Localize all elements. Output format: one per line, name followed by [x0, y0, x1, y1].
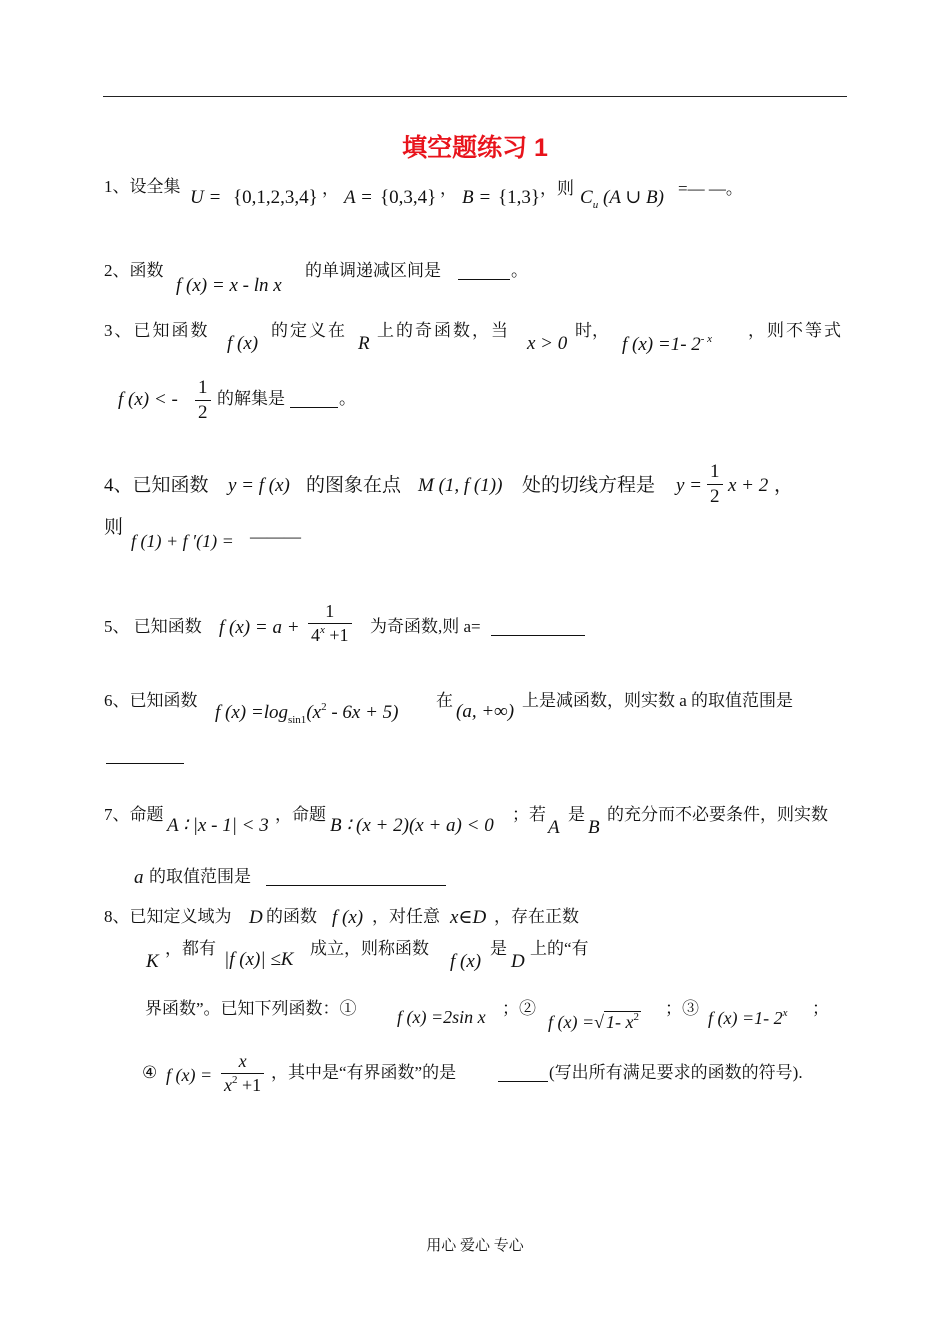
q7-lead: 7、命题	[104, 805, 164, 824]
q2-text: 的单调递减区间是	[305, 261, 441, 280]
q6-text-2: 上是减函数，则实数 a 的取值范围是	[522, 691, 794, 710]
q4-math-y: y = f (x)	[228, 475, 290, 496]
q8-text-11: ；	[812, 999, 829, 1018]
q3-math-cond: x > 0	[527, 333, 568, 354]
q3-end: 。	[339, 389, 356, 408]
q4-answer-dash[interactable]: ———	[250, 527, 301, 546]
q3-answer-blank[interactable]	[290, 406, 338, 408]
q4-math-line: x + 2	[728, 475, 769, 496]
q8-text-8: 界函数”。已知下列函数：①	[145, 999, 357, 1018]
q3-text-4: ，则不等式	[748, 321, 843, 340]
q7-math-a: A ∶ |x - 1| < 3	[167, 815, 269, 836]
q4-lead: 4、已知函数	[104, 475, 209, 496]
q7-text-5: 的取值范围是	[149, 867, 251, 886]
q1-math-b: B =	[462, 187, 492, 208]
q1-lead: 1、设全集	[104, 177, 181, 196]
q4-math-y2: y =	[676, 475, 703, 496]
q8-text-10: ；③	[665, 999, 699, 1018]
q7-answer-blank[interactable]	[266, 884, 446, 886]
q8-answer-blank[interactable]	[498, 1080, 548, 1082]
q6-lead: 6、已知函数	[104, 691, 198, 710]
q1-union: (A ∪ B)	[603, 187, 664, 208]
q7-math-var: a	[134, 867, 144, 888]
q8-text-5: 成立，则称函数	[310, 939, 429, 958]
q8-math-f-1: f (x) =2sin x	[397, 1007, 486, 1027]
q1-comma-2: ，	[440, 179, 457, 198]
q4-math-point: M (1, f (1))	[418, 475, 503, 496]
q1-comma-1: ，	[322, 179, 339, 198]
q3-text-5: 的解集是	[217, 389, 285, 408]
q8-text-12: ④	[142, 1063, 158, 1082]
q8-text-9: ；②	[502, 999, 536, 1018]
page-title: 填空题练习 1	[402, 134, 548, 162]
q3-fraction: $\frac{1}{2}$	[193, 376, 213, 425]
q4-text-1: 的图象在点	[306, 475, 402, 496]
q7-text-1: ，命题	[275, 805, 326, 824]
q3-text-1: 的定义在	[271, 321, 347, 340]
q1-end: =— —。	[678, 179, 743, 198]
q7-text-2: ；若	[512, 805, 546, 824]
q2-lead: 2、函数	[104, 261, 164, 280]
q5-answer-blank[interactable]	[491, 634, 585, 636]
q8-text-3: ，存在正数	[494, 907, 579, 926]
q8-math-k: K	[146, 951, 159, 972]
q8-math-f-2: f (x) =√ 1- $x^2$	[548, 1011, 639, 1032]
q3-math-def: f (x) =1- $2^{- x}$	[622, 333, 713, 355]
q6-text-1: 在	[436, 691, 453, 710]
q7-text-4: 的充分而不必要条件，则实数	[607, 805, 828, 824]
q5-fraction: $\frac{1}{4^x +1}$	[306, 600, 354, 646]
q8-math-bound: |f (x)| ≤K	[224, 949, 294, 970]
q1-complement: $C_u$	[580, 187, 599, 211]
q8-fraction: $\frac{x}{x^2 +1}$	[219, 1050, 266, 1096]
q4-then: 则	[104, 517, 124, 538]
q8-lead: 8、已知定义域为	[104, 907, 232, 926]
q8-text-7: 上的“有	[530, 939, 589, 958]
q8-text-6: 是	[490, 939, 507, 958]
q8-text-14: (写出所有满足要求的函数的符号).	[549, 1063, 803, 1082]
q4-text-2: 处的切线方程是	[522, 475, 656, 496]
q7-math-a2: A	[548, 817, 560, 838]
header-rule	[103, 96, 847, 97]
q8-math-f2: f (x)	[450, 951, 482, 972]
q4-comma: ，	[774, 475, 794, 496]
q2-math: f (x) = x - ln x	[176, 275, 282, 296]
q1-set-u: {0,1,2,3,4}	[233, 187, 318, 208]
q3-lead: 3、已知函数	[104, 321, 210, 340]
q5-math: f (x) = a +	[219, 617, 300, 638]
q7-text-3: 是	[568, 805, 585, 824]
q8-math-f-3: f (x) =1- 2$^x$	[708, 1007, 788, 1028]
q8-math-d: D	[249, 907, 263, 928]
q4-fraction: $\frac{1}{2}$	[705, 460, 725, 509]
q3-text-3: 时，	[575, 321, 609, 340]
q5-lead: 5、 已知函数	[104, 617, 202, 636]
q1-set-b: {1,3}	[498, 187, 540, 208]
q1-math-u: U =	[190, 187, 222, 208]
q2-answer-blank[interactable]	[458, 278, 510, 280]
q8-text-13: ，其中是“有界函数”的是	[271, 1063, 457, 1082]
q8-math-d2: D	[511, 951, 525, 972]
q1-then: ，则	[540, 179, 574, 198]
q4-math-sum: f (1) + f ′(1) =	[131, 531, 234, 551]
q8-text-2: ，对任意	[372, 907, 440, 926]
q7-math-b: B ∶ (x + 2)(x + a) < 0	[330, 815, 494, 836]
q3-math-r: R	[358, 333, 370, 354]
q3-math-f: f (x)	[227, 333, 259, 354]
q6-math-log: f $(x) =\log_{sin1}(x^2 - 6x + 5)$	[215, 701, 399, 726]
q8-text-4: ，都有	[165, 939, 216, 958]
q8-math-f: f (x)	[332, 907, 364, 928]
q6-math-interval: (a, +∞)	[456, 701, 515, 722]
q3-text-2: 上的奇函数，当	[377, 321, 510, 340]
q7-math-b2: B	[588, 817, 600, 838]
page-footer: 用心 爱心 专心	[426, 1238, 524, 1254]
q8-text-1: 的函数	[266, 907, 317, 926]
q5-text: 为奇函数,则 a=	[370, 617, 481, 636]
q1-math-a: A =	[344, 187, 373, 208]
q6-answer-blank[interactable]	[106, 762, 184, 764]
q3-math-ineq: f (x) < -	[118, 389, 178, 410]
q2-end: 。	[511, 261, 528, 280]
q1-set-a: {0,3,4}	[380, 187, 437, 208]
q8-math-f-4: f (x) =	[166, 1065, 213, 1085]
q8-math-x: x∈D	[450, 907, 487, 928]
